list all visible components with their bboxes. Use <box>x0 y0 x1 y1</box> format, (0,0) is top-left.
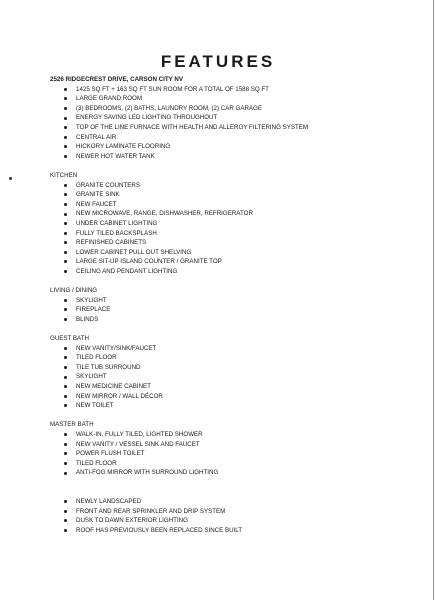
spacer <box>50 411 430 421</box>
guest-bath-features-list <box>50 344 430 411</box>
list-item <box>50 315 430 325</box>
list-item-text: UNDER CABINET LIGHTING <box>76 219 158 227</box>
bullet-icon <box>64 145 67 148</box>
page-edge <box>433 0 434 600</box>
bullet-icon <box>64 462 67 465</box>
list-item-text: TILE TUB SURROUND <box>76 363 141 371</box>
spacer <box>50 276 430 286</box>
list-item <box>50 123 430 133</box>
bullet-icon <box>64 232 67 235</box>
bullet-icon <box>64 472 67 475</box>
list-item-text: REFINISHED CABINETS <box>76 239 147 247</box>
bullet-icon <box>64 136 67 139</box>
bullet-icon <box>64 260 67 263</box>
list-item <box>50 142 430 152</box>
list-item <box>50 209 430 219</box>
list-item <box>50 85 430 95</box>
bullet-icon <box>64 222 67 225</box>
bullet-icon <box>64 347 67 350</box>
bullet-icon <box>64 117 67 120</box>
features-content <box>50 75 430 535</box>
list-item-text: SKYLIGHT <box>76 296 107 304</box>
list-item-text: NEWLY LANDSCAPED <box>76 497 142 505</box>
list-item-text: LOWER CABINET PULL OUT SHELVING <box>76 248 192 256</box>
list-item <box>50 459 430 469</box>
list-item-text: NEW MEDICINE CABINET <box>76 383 151 390</box>
list-item <box>50 104 430 114</box>
list-item-text: BLINDS <box>76 315 99 323</box>
bullet-icon <box>64 97 67 100</box>
list-item <box>50 257 430 267</box>
list-item-text: NEW MICROWAVE, RANGE, DISHWASHER, REFRIGERATOR <box>76 210 253 218</box>
document-title: FEATURES <box>160 52 276 71</box>
bullet-icon <box>64 510 67 513</box>
bullet-icon <box>64 126 67 129</box>
bullet-icon <box>64 395 67 398</box>
bullet-icon <box>64 376 67 379</box>
list-item-text: FULLY TILED BACKSPLASH <box>76 229 157 237</box>
list-item <box>50 229 430 239</box>
list-item <box>50 238 430 248</box>
list-item <box>50 440 430 450</box>
list-item <box>50 382 430 392</box>
list-item-text: TILED FLOOR <box>76 354 117 362</box>
bullet-icon <box>64 88 67 91</box>
list-item-text: LARGE GRAND ROOM <box>76 95 143 103</box>
bullet-icon <box>64 318 67 321</box>
list-item <box>50 267 430 277</box>
list-item <box>50 401 430 411</box>
list-item <box>50 497 430 507</box>
list-item <box>50 94 430 104</box>
list-item <box>50 526 430 536</box>
bullet-icon <box>64 529 67 532</box>
list-item-text: CEILING AND PENDANT LIGHTING <box>76 267 178 275</box>
list-item-text: TILED FLOOR <box>76 459 117 467</box>
list-item-text: NEWER HOT WATER TANK <box>76 152 155 160</box>
list-item-text: NEW VANITY / VESSEL SINK AND FAUCET <box>76 440 200 448</box>
list-item-text: TOP OF THE LINE FURNACE WITH HEALTH AND ALLERGY FILTERING SYSTEM <box>76 123 309 131</box>
list-item-text: NEW MIRROR / WALL DÉCOR <box>76 392 163 400</box>
living-dining-features-list <box>50 296 430 325</box>
bullet-icon <box>64 241 67 244</box>
list-item-text: DUSK TO DAWN EXTERIOR LIGHTING <box>76 517 188 525</box>
list-item-text: SKYLIGHT <box>76 373 107 381</box>
spacer <box>50 161 430 171</box>
bullet-icon <box>64 366 67 369</box>
bullet-icon <box>64 299 67 302</box>
list-item-text: FIREPLACE <box>76 306 111 314</box>
list-item <box>50 248 430 258</box>
list-item <box>50 468 430 478</box>
list-item <box>50 449 430 459</box>
list-item-text: FRONT AND REAR SPRINKLER AND DRIP SYSTEM <box>76 507 226 515</box>
bullet-icon <box>64 308 67 311</box>
list-item-text: 1425 SQ FT + 163 SQ FT SUN ROOM FOR A TOTAL OF 1588 SQ FT <box>76 85 269 93</box>
bullet-icon <box>64 404 67 407</box>
list-item-text: NEW FAUCET <box>76 200 117 208</box>
list-item <box>50 219 430 229</box>
exterior-features-list <box>50 497 430 535</box>
bullet-icon <box>64 107 67 110</box>
bullet-icon <box>64 203 67 206</box>
list-item-text: GRANITE COUNTERS <box>76 181 140 189</box>
bullet-icon <box>64 500 67 503</box>
bullet-icon <box>64 270 67 273</box>
list-item <box>50 296 430 306</box>
section-heading-living-dining: LIVING / DINING <box>50 287 98 295</box>
section-heading-master-bath: MASTER BATH <box>50 421 94 429</box>
list-item <box>50 372 430 382</box>
list-item <box>50 113 430 123</box>
list-item-text: LARGE SIT-UP ISLAND COUNTER / GRANITE TOP <box>76 258 222 266</box>
list-item <box>50 190 430 200</box>
list-item-text: CENTRAL AIR <box>76 133 117 141</box>
list-item <box>50 430 430 440</box>
section-heading-guest-bath: GUEST BATH <box>50 335 89 343</box>
list-item <box>50 181 430 191</box>
spacer <box>50 324 430 334</box>
list-item <box>50 392 430 402</box>
property-address: 2526 RIDGECREST DRIVE, CARSON CITY NV <box>50 76 183 83</box>
bullet-icon <box>64 155 67 158</box>
list-item <box>50 353 430 363</box>
scan-speck <box>9 177 12 180</box>
list-item-text: HICKORY LAMINATE FLOORING <box>76 143 171 151</box>
list-item-text: NEW TOILET <box>76 402 114 410</box>
list-item <box>50 152 430 162</box>
general-features-list <box>50 85 430 162</box>
master-bath-features-list <box>50 430 430 478</box>
spacer <box>50 478 430 497</box>
bullet-icon <box>64 193 67 196</box>
list-item <box>50 305 430 315</box>
bullet-icon <box>64 443 67 446</box>
list-item-text: WALK-IN, FULLY TILED, LIGHTED SHOWER <box>76 430 203 438</box>
list-item-text: NEW VANITY/SINK/FAUCET <box>76 344 157 352</box>
bullet-icon <box>64 385 67 388</box>
bullet-icon <box>64 184 67 187</box>
list-item <box>50 344 430 354</box>
section-heading-kitchen: KITCHEN <box>50 171 78 179</box>
list-item <box>50 200 430 210</box>
list-item <box>50 363 430 373</box>
kitchen-features-list <box>50 181 430 277</box>
bullet-icon <box>64 213 67 216</box>
list-item-text: ANTI-FOG MIRROR WITH SURROUND LIGHTING <box>76 469 219 477</box>
list-item <box>50 133 430 143</box>
list-item-text: POWER FLUSH TOILET <box>76 450 145 458</box>
list-item-text: ROOF HAS PREVIOUSLY BEEN REPLACED SINCE BUILT <box>76 526 243 534</box>
list-item-text: (3) BEDROOMS, (2) BATHS, LAUNDRY ROOM, (2) CAR GARAGE <box>76 104 262 112</box>
bullet-icon <box>64 356 67 359</box>
bullet-icon <box>64 452 67 455</box>
list-item-text: GRANITE SINK <box>76 191 120 199</box>
list-item <box>50 516 430 526</box>
bullet-icon <box>64 433 67 436</box>
list-item-text: ENERGY SAVING LED LIGHTING THROUGHOUT <box>76 114 218 122</box>
bullet-icon <box>64 251 67 254</box>
list-item <box>50 507 430 517</box>
bullet-icon <box>64 519 67 522</box>
